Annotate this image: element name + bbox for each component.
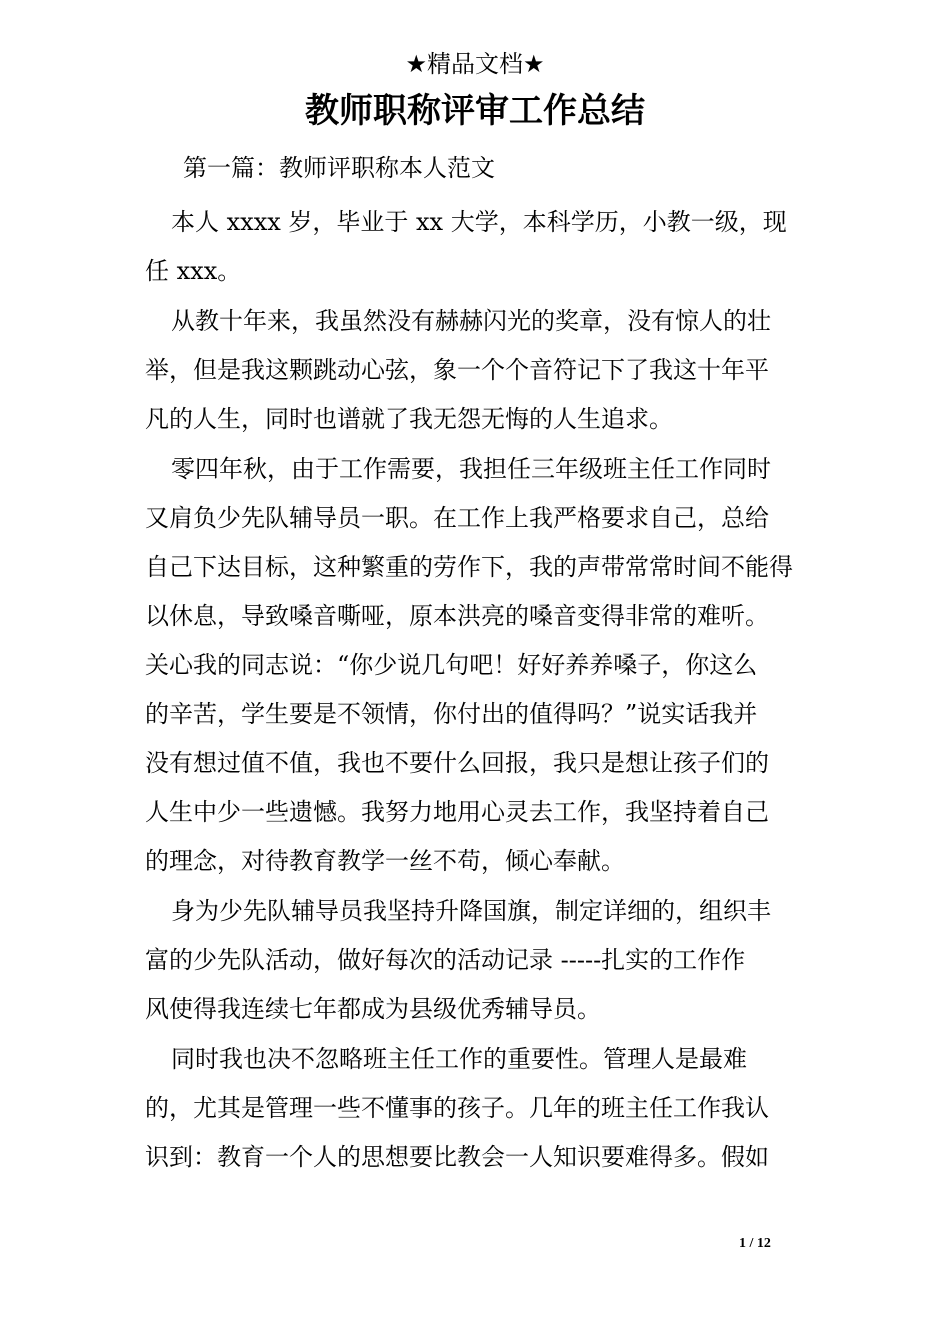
paragraph-line: 自己下达目标，这种繁重的劳作下，我的声带常常时间不能得 <box>145 553 793 581</box>
paragraph <box>145 1035 810 1182</box>
paragraph <box>145 198 810 296</box>
document-body <box>145 198 810 1183</box>
paragraph <box>145 297 810 444</box>
paragraph-line: 任 xxx。 <box>145 257 242 285</box>
paragraph-line: 从教十年来，我虽然没有赫赫闪光的奖章，没有惊人的壮 <box>171 307 771 335</box>
paragraph-line: 没有想过值不值，我也不要什么回报，我只是想让孩子们的 <box>145 749 769 777</box>
paragraph-line: 同时我也决不忽略班主任工作的重要性。管理人是最难 <box>171 1045 747 1073</box>
paragraph-line: 零四年秋，由于工作需要，我担任三年级班主任工作同时 <box>171 455 771 483</box>
page-number: 1 / 12 <box>739 1236 771 1251</box>
paragraph-line: 身为少先队辅导员我坚持升降国旗，制定详细的，组织丰 <box>171 897 771 925</box>
paragraph-line: 人生中少一些遗憾。我努力地用心灵去工作，我坚持着自己 <box>145 798 769 826</box>
paragraph-line: 凡的人生，同时也谱就了我无怨无悔的人生追求。 <box>145 405 673 433</box>
paragraph-line: 以休息，导致嗓音嘶哑，原本洪亮的嗓音变得非常的难听。 <box>145 602 769 630</box>
section-heading: 第一篇：教师评职称本人范文 <box>183 154 495 182</box>
paragraph <box>145 445 810 886</box>
paragraph-line: 的辛苦，学生要是不领情，你付出的值得吗？”说实话我并 <box>145 700 758 728</box>
paragraph-line: 识到：教育一个人的思想要比教会一人知识要难得多。假如 <box>145 1143 769 1171</box>
paragraph-line: 举，但是我这颗跳动心弦，象一个个音符记下了我这十年平 <box>145 356 769 384</box>
paragraph-line: 关心我的同志说：“你少说几句吧！好好养养嗓子，你这么 <box>145 651 758 679</box>
paragraph-line: 富的少先队活动，做好每次的活动记录 -----扎实的工作作 <box>145 946 746 974</box>
paragraph <box>145 887 810 1034</box>
paragraph-line: 本人 xxxx 岁，毕业于 xx 大学，本科学历，小教一级，现 <box>171 208 787 236</box>
paragraph-line: 的，尤其是管理一些不懂事的孩子。几年的班主任工作我认 <box>145 1094 769 1122</box>
header-banner: ★精品文档★ <box>405 50 545 78</box>
paragraph-line: 又肩负少先队辅导员一职。在工作上我严格要求自己，总给 <box>145 504 769 532</box>
paragraph-line: 风使得我连续七年都成为县级优秀辅导员。 <box>145 995 601 1023</box>
paragraph-line: 的理念，对待教育教学一丝不苟，倾心奉献。 <box>145 847 625 875</box>
document-title: 教师职称评审工作总结 <box>305 91 645 131</box>
